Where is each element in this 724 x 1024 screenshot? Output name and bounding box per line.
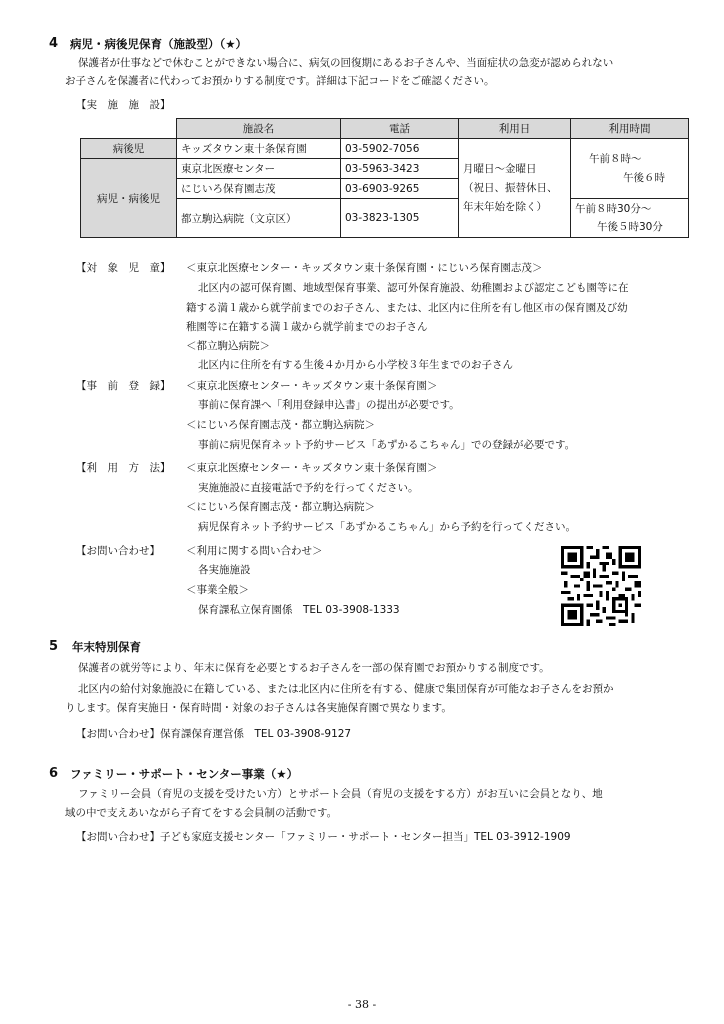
days-line: 年末年始を除く） [463, 200, 547, 213]
page-number: - 38 - [347, 998, 377, 1011]
section-4-number: 4 [49, 36, 59, 51]
table-header-row [81, 119, 689, 139]
header-days: 利用日 [459, 119, 571, 139]
section-6-line: 域の中で支えあいながら子育てをする会員制の活動です。 [65, 807, 338, 819]
target-line: ＜都立駒込病院＞ [186, 340, 270, 352]
hours-line: 午後６時 [623, 171, 665, 184]
section-6-title: ファミリー・サポート・センター事業（★） [70, 767, 299, 781]
target-line: 稚園等に在籍する満１歳から就学前までのお子さん [186, 321, 428, 333]
hours-cell-a [571, 139, 689, 199]
registration-line: ＜東京北医療センター・キッズタウン東十条保育園＞ [186, 380, 438, 392]
target-line: 籍する満１歳から就学前までのお子さん、または、北区内に住所を有し他区市の保育園及び幼 [186, 302, 628, 314]
section-4-intro-line: 保護者が仕事などで休むことができない場合に、病気の回復期にあるお子さんや、当面症状の急変が認められない [78, 57, 614, 69]
usage-line: ＜にじいろ保育園志茂・都立駒込病院＞ [186, 501, 375, 513]
days-cell [459, 139, 571, 238]
facility-name: 東京北医療センター [177, 159, 341, 179]
hours-line: 午後５時30分 [597, 221, 663, 233]
registration-line: 事前に病児保育ネット予約サービス「あずかるこちゃん」での登録が必要です。 [198, 439, 576, 451]
hours-line: 午前８時～ [589, 152, 642, 165]
section-5-number: 5 [49, 639, 59, 654]
facility-phone: 03-3823-1305 [341, 199, 459, 238]
qr-code-graphic [561, 546, 641, 626]
hours-cell-b [571, 199, 689, 238]
section-6-line: ファミリー会員（育児の支援を受けたい方）とサポート会員（育児の支援をする方）がお互いに会員となり、地 [78, 788, 603, 800]
header-facility-name: 施設名 [177, 119, 341, 139]
section-6-number: 6 [49, 766, 59, 781]
section-4-intro-line: お子さんを保護者に代わってお預かりする制度です。詳細は下記コードをご確認ください。 [65, 75, 495, 87]
registration-label: 【事 前 登 録】 [76, 380, 171, 392]
registration-line: ＜にじいろ保育園志茂・都立駒込病院＞ [186, 419, 375, 431]
section-5-inquiry: 【お問い合わせ】保育課保育運営係 TEL 03-3908-9127 [76, 728, 352, 740]
usage-line: 病児保育ネット予約サービス「あずかるこちゃん」から予約を行ってください。 [198, 521, 576, 533]
section-5-line: 北区内の給付対象施設に在籍している、または北区内に住所を有する、健康で集団保育が可能なお子さんをお預か [78, 683, 614, 695]
section-5-line: りします。保育実施日・保育時間・対象のお子さんは各実施保育園で異なります。 [65, 702, 452, 714]
usage-line: 実施施設に直接電話で予約を行ってください。 [198, 482, 419, 494]
category-byougo: 病後児 [81, 139, 177, 159]
qr-code[interactable] [561, 546, 641, 626]
category-byouji: 病児・病後児 [81, 159, 177, 238]
header-hours: 利用時間 [571, 119, 689, 139]
target-line: ＜東京北医療センター・キッズタウン東十条保育園・にじいろ保育園志茂＞ [186, 262, 543, 274]
target-line: 北区内に住所を有する生後４か月から小学校３年生までのお子さん [198, 359, 513, 371]
section-5-line: 保護者の就労等により、年末に保育を必要とするお子さんを一部の保育園でお預かりする制度です。 [78, 662, 550, 674]
usage-line: ＜東京北医療センター・キッズタウン東十条保育園＞ [186, 462, 438, 474]
days-line: （祝日、振替休日、 [463, 181, 558, 194]
inquiry-line: ＜事業全般＞ [186, 584, 249, 596]
facility-name: キッズタウン東十条保育園 [177, 139, 341, 159]
section-6-inquiry: 【お問い合わせ】子ども家庭支援センター「ファミリー・サポート・センター担当」TEL 03-3912-1909 [76, 831, 571, 843]
registration-line: 事前に保育課へ「利用登録申込書」の提出が必要です。 [198, 399, 460, 411]
inquiry-label: 【お問い合わせ】 [76, 545, 160, 557]
usage-label: 【利 用 方 法】 [76, 462, 171, 474]
inquiry-line: ＜利用に関する問い合わせ＞ [186, 545, 323, 557]
target-label: 【対 象 児 童】 [76, 262, 171, 274]
section-5-title: 年末特別保育 [72, 640, 141, 654]
table-corner-cell [81, 119, 177, 139]
section-4-title: 病児・病後児保育（施設型）（★） [70, 37, 248, 51]
table-row [81, 139, 689, 159]
facilities-table [80, 118, 689, 238]
header-phone: 電話 [341, 119, 459, 139]
facility-phone: 03-5902-7056 [341, 139, 459, 159]
facility-name: 都立駒込病院（文京区） [177, 199, 341, 238]
inquiry-line: 保育課私立保育園係 TEL 03-3908-1333 [198, 604, 400, 616]
inquiry-line: 各実施施設 [198, 564, 251, 576]
facility-phone: 03-6903-9265 [341, 179, 459, 199]
facility-name: にじいろ保育園志茂 [177, 179, 341, 199]
days-line: 月曜日～金曜日 [463, 162, 537, 175]
hours-line: 午前８時30分～ [575, 203, 652, 215]
target-line: 北区内の認可保育園、地域型保育事業、認可外保育施設、幼稚園および認定こども園等に在 [198, 282, 629, 294]
facility-phone: 03-5963-3423 [341, 159, 459, 179]
facilities-heading: 【実 施 施 設】 [76, 99, 171, 111]
